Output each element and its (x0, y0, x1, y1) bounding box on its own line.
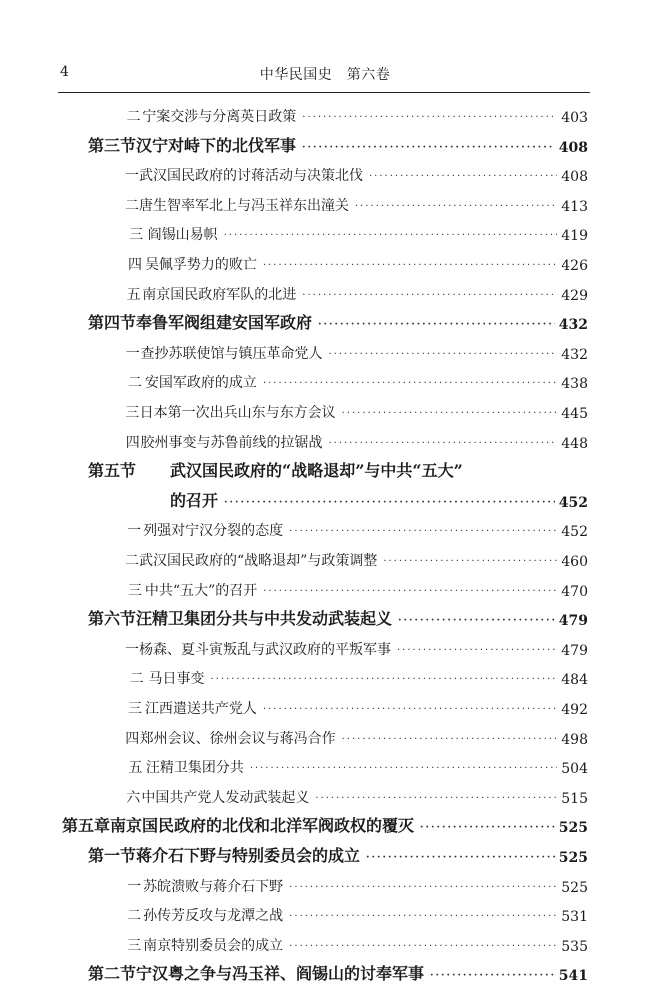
toc-entry-page: 498 (561, 731, 588, 748)
toc-entry-page: 432 (561, 346, 588, 363)
toc-entry-page: 525 (558, 850, 588, 866)
toc-entry-title: 宁汉粤之争与冯玉祥、阎锡山的讨奉军事 (136, 964, 425, 984)
dot-leader (302, 140, 555, 156)
toc-entry-sub (125, 337, 588, 363)
page-number: 4 (60, 64, 69, 80)
toc-entry-title: 日本第一次出兵山东与东方会议 (139, 405, 336, 421)
toc-entry-sub (125, 366, 588, 392)
toc-entry-page: 460 (561, 554, 588, 570)
dot-leader (211, 672, 558, 688)
toc-entry-number: 一 (125, 168, 139, 185)
toc-entry-page: 479 (558, 613, 588, 630)
toc-entry-sec (88, 603, 588, 629)
dot-leader (420, 820, 555, 836)
toc-entry-title: 列强对宁汉分裂的态度 (143, 523, 284, 540)
toc-entry-page: 492 (561, 702, 588, 718)
dot-leader (224, 228, 558, 244)
dot-leader (263, 258, 557, 274)
toc-entry-page: 432 (558, 317, 588, 334)
toc-entry-sub (125, 574, 588, 600)
toc-entry-sec (88, 840, 588, 866)
dot-leader (302, 288, 557, 304)
dot-leader (329, 347, 558, 363)
toc-entry-sub (125, 159, 588, 185)
dot-leader (430, 968, 555, 984)
toc-entry-page: 403 (561, 110, 588, 126)
toc-entry-number: 第二节 (88, 964, 137, 984)
toc-entry-title: 孙传芳反攻与龙潭之战 (143, 908, 284, 925)
toc-entry-number: 四 (127, 257, 142, 273)
toc-entry-number: 二 (127, 375, 142, 392)
toc-entry-number: 二 (125, 197, 139, 214)
toc-entry-cont (170, 485, 588, 511)
toc-entry-title: 阎锡山易帜 (147, 227, 218, 244)
toc-entry-title: 吴佩孚势力的败亡 (144, 257, 257, 273)
toc-entry-title: 武汉国民政府的“战略退却”与政策调整 (139, 553, 378, 569)
toc-entry-sub (125, 514, 588, 540)
toc-entry-number: 一 (125, 345, 140, 362)
toc-entry-chap (62, 810, 588, 836)
toc-entry-number: 二 (125, 553, 139, 569)
toc-entry-title: 南京国民政府军队的北进 (142, 286, 297, 303)
toc-entry-page: 452 (561, 524, 588, 541)
toc-entry-number: 第四节 (88, 313, 137, 333)
toc-entry-number: 一 (127, 878, 142, 895)
toc-entry-title: 汉宁对峙下的北伐军事 (136, 135, 297, 155)
toc-entry-title: 江西遣送共产党人 (144, 701, 257, 717)
dot-leader (263, 702, 557, 718)
dot-leader (355, 199, 557, 215)
toc-entry-sub (125, 248, 588, 274)
toc-entry-page: 525 (558, 820, 588, 837)
toc-entry-sub (125, 929, 588, 955)
toc-entry-page: 413 (561, 198, 588, 215)
toc-entry-title: 郑州会议、徐州会议与蒋冯合作 (139, 730, 336, 747)
toc-entry-sub (125, 100, 588, 126)
toc-entry-page: 408 (558, 139, 588, 156)
toc-entry-number: 三 (127, 582, 142, 599)
toc-entry-page: 525 (561, 879, 588, 896)
dot-leader (224, 495, 555, 511)
toc-entry-title: 汪精卫集团分共 (145, 760, 244, 777)
toc-entry-number: 第一节 (88, 846, 137, 865)
dot-leader (369, 169, 557, 185)
toc-entry-number: 五 (126, 286, 141, 303)
toc-entry-number: 四 (125, 434, 140, 451)
toc-entry-sec (88, 307, 588, 333)
toc-entry-title: 中共“五大”的召开 (144, 582, 258, 599)
toc-entry-title: 苏皖溃败与蒋介石下野 (143, 878, 284, 895)
toc-entry-number: 三 (127, 701, 142, 717)
toc-entry-page: 515 (561, 790, 588, 807)
toc-entry-number: 五 (128, 760, 143, 777)
dot-leader (289, 939, 557, 955)
toc-entry-sub (125, 218, 588, 244)
toc-entry-page: 448 (561, 435, 588, 452)
toc-entry-sub (125, 722, 588, 748)
toc-entry-sub (125, 692, 588, 718)
toc-entry-page: 541 (558, 968, 588, 985)
toc-entry-sec (88, 958, 588, 984)
toc-entry-number: 一 (125, 641, 139, 658)
toc-entry-title: 马日事变 (148, 671, 205, 688)
toc-entry-title: 宁案交涉与分离英日政策 (142, 109, 297, 125)
toc-entry-sec (88, 130, 588, 156)
toc-entry-number: 三 (125, 405, 140, 421)
toc-entry-sub (125, 396, 588, 422)
dot-leader (263, 376, 557, 392)
toc-entry-title: 杨森、夏斗寅叛乱与武汉政府的平叛军事 (139, 641, 391, 658)
toc-entry-title: 武汉国民政府的“战略退却”与中共“五大” (170, 461, 463, 481)
toc-entry-sub (125, 870, 588, 896)
toc-entry-sub (125, 544, 588, 570)
toc-entry-number: 一 (127, 523, 142, 540)
dot-leader (383, 554, 557, 570)
dot-leader (397, 643, 557, 659)
dot-leader (318, 317, 555, 333)
toc-entry-sub (125, 633, 588, 659)
toc-entry-title: 安国军政府的成立 (144, 375, 257, 392)
toc-entry-page: 479 (561, 642, 588, 659)
toc-entry-title: 蒋介石下野与特别委员会的成立 (136, 846, 361, 865)
dot-leader (366, 850, 555, 866)
toc-entry-page: 531 (561, 909, 588, 926)
toc-entry-sub (125, 899, 588, 925)
toc-entry-page: 408 (561, 169, 588, 186)
toc-entry-number: 第五章 (62, 816, 111, 836)
toc-entry-title: 中国共产党人发动武装起义 (141, 789, 310, 806)
toc-entry-sub (125, 426, 588, 452)
toc-entry-page: 426 (561, 258, 588, 274)
toc-entry-title: 的召开 (170, 490, 219, 510)
toc-entry-title: 武汉国民政府的讨蒋活动与决策北伐 (139, 168, 363, 185)
toc-entry-number: 第三节 (88, 135, 137, 155)
toc-entry-title: 汪精卫集团分共与中共发动武装起义 (136, 609, 393, 629)
dot-leader (289, 909, 557, 925)
toc-entry-title: 南京特别委员会的成立 (143, 937, 284, 954)
toc-entry-sub (125, 662, 588, 688)
toc-entry-title: 查抄苏联使馆与镇压革命党人 (140, 345, 323, 362)
toc-entry-page: 535 (561, 938, 588, 955)
dot-leader (289, 880, 557, 896)
dot-leader (302, 110, 557, 126)
dot-leader (315, 791, 557, 807)
toc-entry-number: 三 (127, 937, 142, 954)
toc-entry-sub (125, 751, 588, 777)
toc-entry-page: 429 (561, 287, 588, 304)
toc-entry-number: 第六节 (88, 609, 137, 629)
dot-leader (398, 613, 555, 629)
dot-leader (263, 584, 557, 600)
toc-entry-number: 六 (126, 789, 141, 806)
dot-leader (250, 761, 557, 777)
toc-entry-number: 三 (129, 227, 144, 244)
toc-entry-sub (125, 189, 588, 215)
toc-entry-number: 二 (129, 671, 144, 688)
toc-entry-sub (125, 278, 588, 304)
dot-leader (342, 732, 558, 748)
toc-entry-number: 第五节 (88, 461, 137, 481)
dot-leader (289, 524, 557, 540)
toc-entry-title: 奉鲁军阀组建安国军政府 (136, 313, 313, 333)
toc-entry-page: 452 (558, 494, 588, 511)
toc-entry-number: 四 (125, 730, 140, 747)
toc-entry-page: 484 (561, 672, 588, 689)
toc-entry-page: 504 (561, 761, 588, 778)
toc-entry-title: 胶州事变与苏鲁前线的拉锯战 (140, 434, 323, 451)
toc-entry-sec (88, 455, 588, 481)
toc-entry-title: 南京国民政府的北伐和北洋军阀政权的覆灭 (110, 816, 415, 836)
toc-entry-page: 470 (561, 583, 588, 600)
toc-entry-page: 438 (561, 376, 588, 393)
toc-entry-page: 445 (561, 406, 588, 422)
toc-entry-number: 二 (127, 908, 142, 925)
dot-leader (329, 436, 558, 452)
toc-entry-title: 唐生智率军北上与冯玉祥东出潼关 (139, 197, 349, 214)
toc-entry-sub (125, 781, 588, 807)
toc-entry-number: 二 (126, 109, 141, 125)
toc-entry-page: 419 (561, 228, 588, 245)
dot-leader (342, 406, 558, 422)
running-title: 中华民国史 第六卷 (259, 67, 391, 83)
